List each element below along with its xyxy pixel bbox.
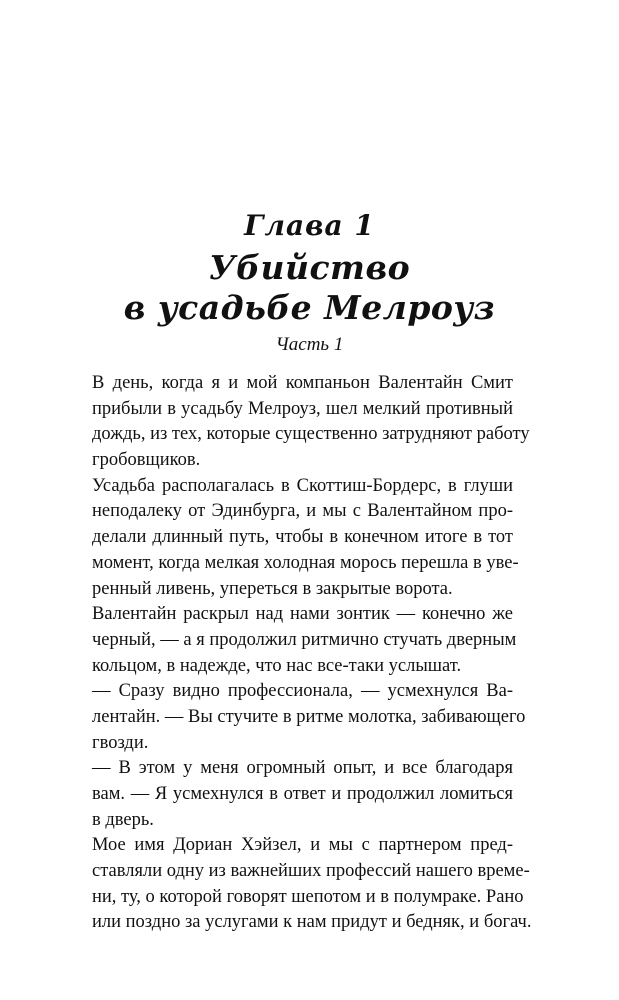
text-line: гвозди.: [92, 732, 149, 753]
text-line: ставляли одну из важнейших профессий нашего време-: [92, 861, 530, 882]
text-line: кольцом, в надежде, что нас все-таки услышат.: [92, 655, 462, 676]
chapter-label: Глава 1: [244, 209, 375, 242]
text-line: черный, — а я продолжил ритмично стучать дверным: [92, 629, 517, 650]
body-text: [92, 371, 532, 936]
text-line: Мое имя Дориан Хэйзел, и мы с партнером пред-: [92, 835, 513, 856]
text-line: Усадьба располагалась в Скоттиш-Бордерс, в глуши: [92, 475, 513, 496]
text-line: — В этом у меня огромный опыт, и все благодаря: [92, 758, 513, 779]
paragraph: [92, 602, 517, 679]
paragraph: [92, 679, 526, 756]
text-line: лентайн. — Вы стучите в ритме молотка, забивающего: [92, 706, 526, 727]
text-line: в дверь.: [92, 809, 154, 830]
paragraph: [92, 474, 519, 602]
chapter-title: [0, 248, 619, 328]
text-line: Валентайн раскрыл над нами зонтик — конечно же: [92, 604, 513, 625]
part-label: Часть 1: [275, 334, 344, 355]
text-line: В день, когда я и мой компаньон Валентайн Смит: [92, 373, 513, 393]
text-line: дождь, из тех, которые существенно затрудняют работу: [92, 424, 530, 445]
chapter-title-line-2: в усадьбе Мелроуз: [123, 288, 496, 327]
text-line: — Сразу видно профессионала, — усмехнулся Ва-: [92, 681, 513, 702]
paragraph: [92, 756, 513, 833]
chapter-title-line-1: Убийство: [208, 248, 411, 287]
paragraph: [92, 833, 532, 936]
text-line: прибыли в усадьбу Мелроуз, шел мелкий противный: [92, 398, 513, 419]
text-line: неподалеку от Эдинбурга, и мы с Валентайном про-: [92, 501, 513, 522]
paragraph: [92, 371, 530, 474]
text-line: ренный ливень, упереться в закрытые ворота.: [92, 578, 453, 599]
text-line: гробовщиков.: [92, 450, 201, 471]
text-line: ни, ту, о которой говорят шепотом и в полумраке. Рано: [92, 886, 524, 907]
text-line: вам. — Я усмехнулся в ответ и продолжил ломиться: [92, 784, 513, 804]
text-line: или поздно за услугами к нам придут и бедняк, и богач.: [92, 912, 532, 933]
text-line: делали длинный путь, чтобы в конечном итоге в тот: [92, 527, 513, 548]
text-line: момент, когда мелкая холодная морось перешла в уве-: [92, 552, 519, 573]
